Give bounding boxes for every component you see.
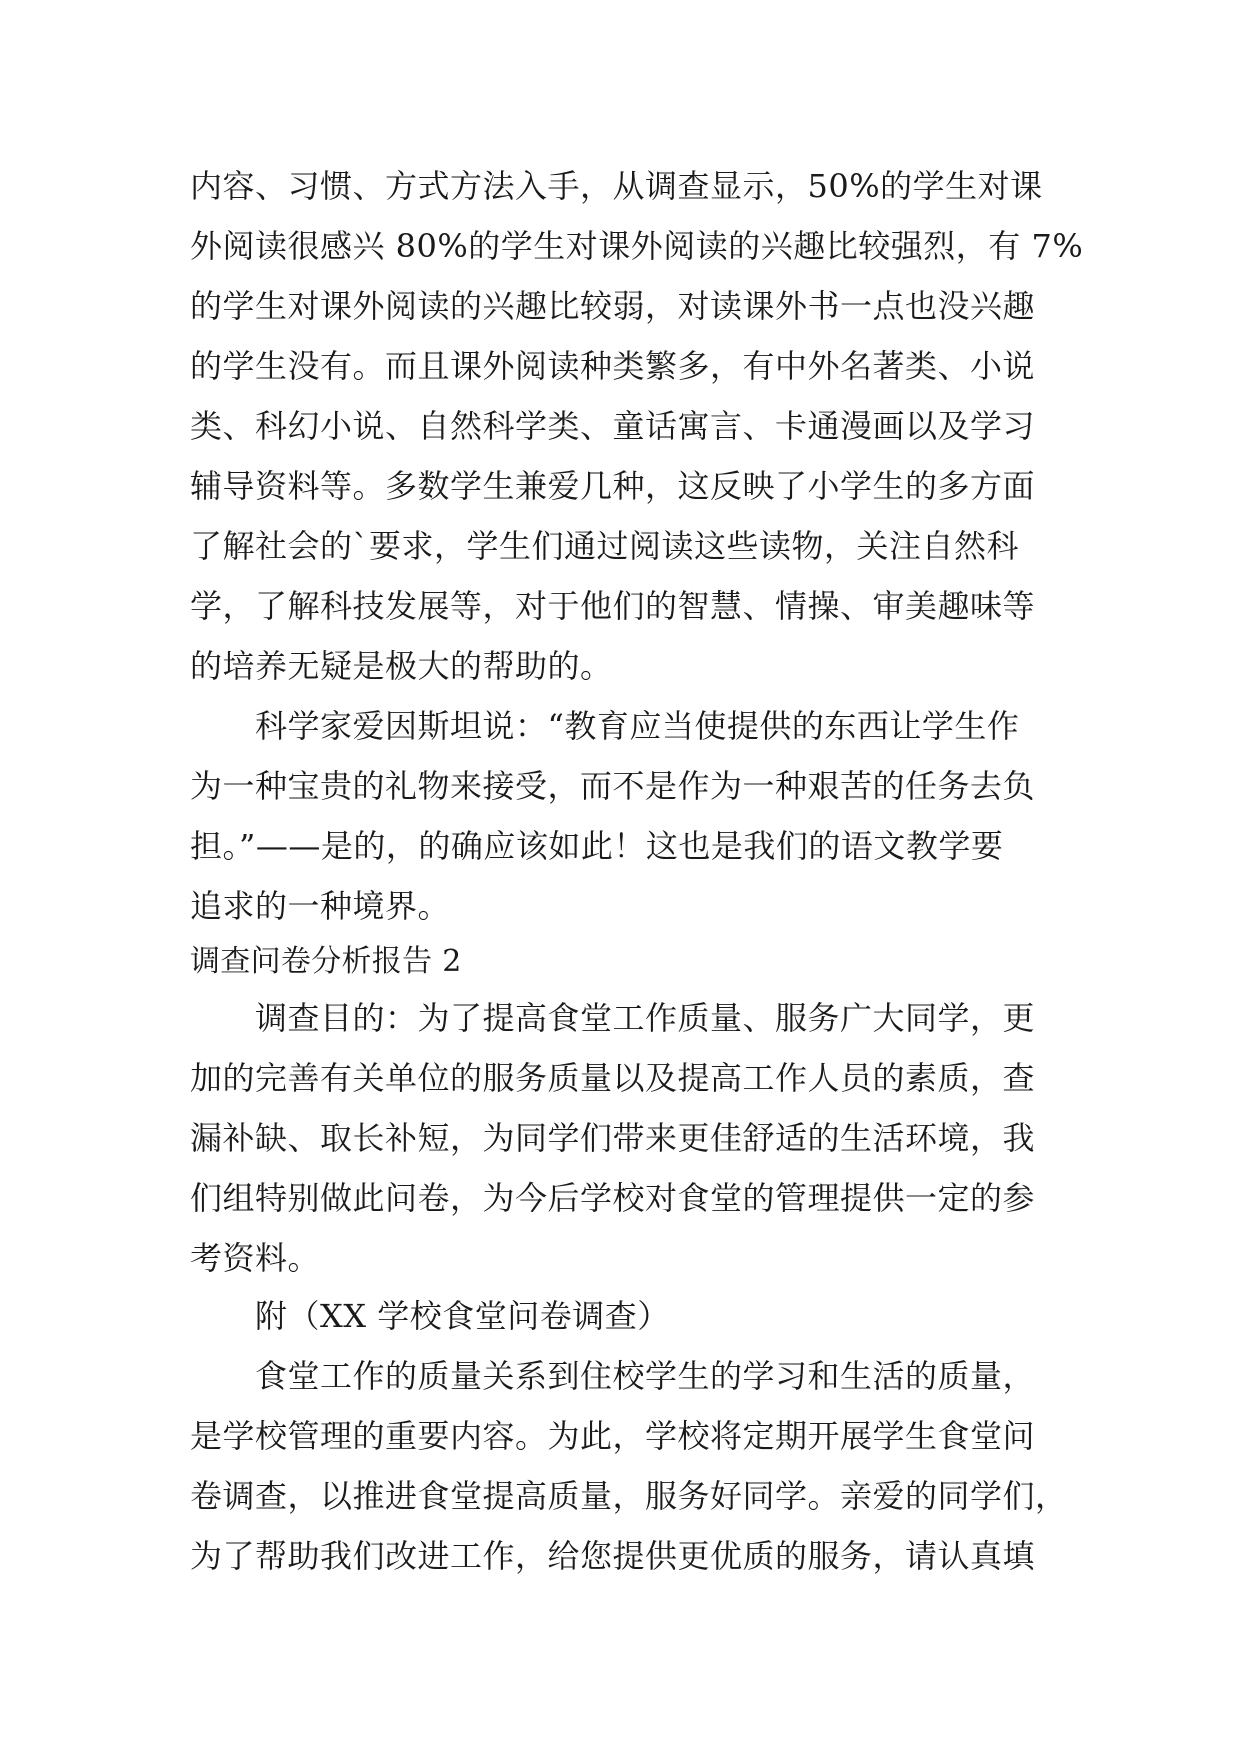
text-line: 卷调查，以推进食堂提高质量，服务好同学。亲爱的同学们， (190, 1477, 1068, 1515)
text-line: 考资料。 (190, 1239, 321, 1277)
text-line: 追求的一种境界。 (190, 887, 451, 925)
text-line: 类、科幻小说、自然科学类、童话寓言、卡通漫画以及学习 (190, 407, 1036, 445)
appendix-line: 附（XX 学校食堂问卷调查） (255, 1297, 670, 1335)
text-line: 辅导资料等。多数学生兼爱几种，这反映了小学生的多方面 (190, 467, 1036, 505)
text-line: 漏补缺、取长补短，为同学们带来更佳舒适的生活环境，我 (190, 1119, 1036, 1157)
text-line: 内容、习惯、方式方法入手，从调查显示，50%的学生对课 (190, 167, 1043, 205)
section-title: 调查问卷分析报告 2 (190, 944, 462, 979)
text-line: 调查目的：为了提高食堂工作质量、服务广大同学，更 (255, 999, 1036, 1037)
text-line: 担。”——是的，的确应该如此！这也是我们的语文教学要 (190, 827, 1004, 865)
text-line: 为了帮助我们改进工作，给您提供更优质的服务，请认真填 (190, 1537, 1036, 1575)
text-line: 了解社会的`要求，学生们通过阅读这些读物，关注自然科 (190, 527, 1020, 565)
text-line: 是学校管理的重要内容。为此，学校将定期开展学生食堂问 (190, 1417, 1036, 1455)
text-line: 科学家爱因斯坦说：“教育应当使提供的东西让学生作 (255, 707, 1020, 745)
text-line: 食堂工作的质量关系到住校学生的学习和生活的质量， (255, 1357, 1036, 1395)
text-line: 学，了解科技发展等，对于他们的智慧、情操、审美趣味等 (190, 587, 1036, 625)
text-line: 的学生对课外阅读的兴趣比较弱，对读课外书一点也没兴趣 (190, 287, 1036, 325)
text-line: 加的完善有关单位的服务质量以及提高工作人员的素质，查 (190, 1059, 1036, 1097)
text-line: 为一种宝贵的礼物来接受，而不是作为一种艰苦的任务去负 (190, 767, 1036, 805)
text-line: 的培养无疑是极大的帮助的。 (190, 647, 613, 685)
text-line: 的学生没有。而且课外阅读种类繁多，有中外名著类、小说 (190, 347, 1036, 385)
text-line: 外阅读很感兴 80%的学生对课外阅读的兴趣比较强烈，有 7% (190, 227, 1084, 265)
text-line: 们组特别做此问卷，为今后学校对食堂的管理提供一定的参 (190, 1179, 1036, 1217)
